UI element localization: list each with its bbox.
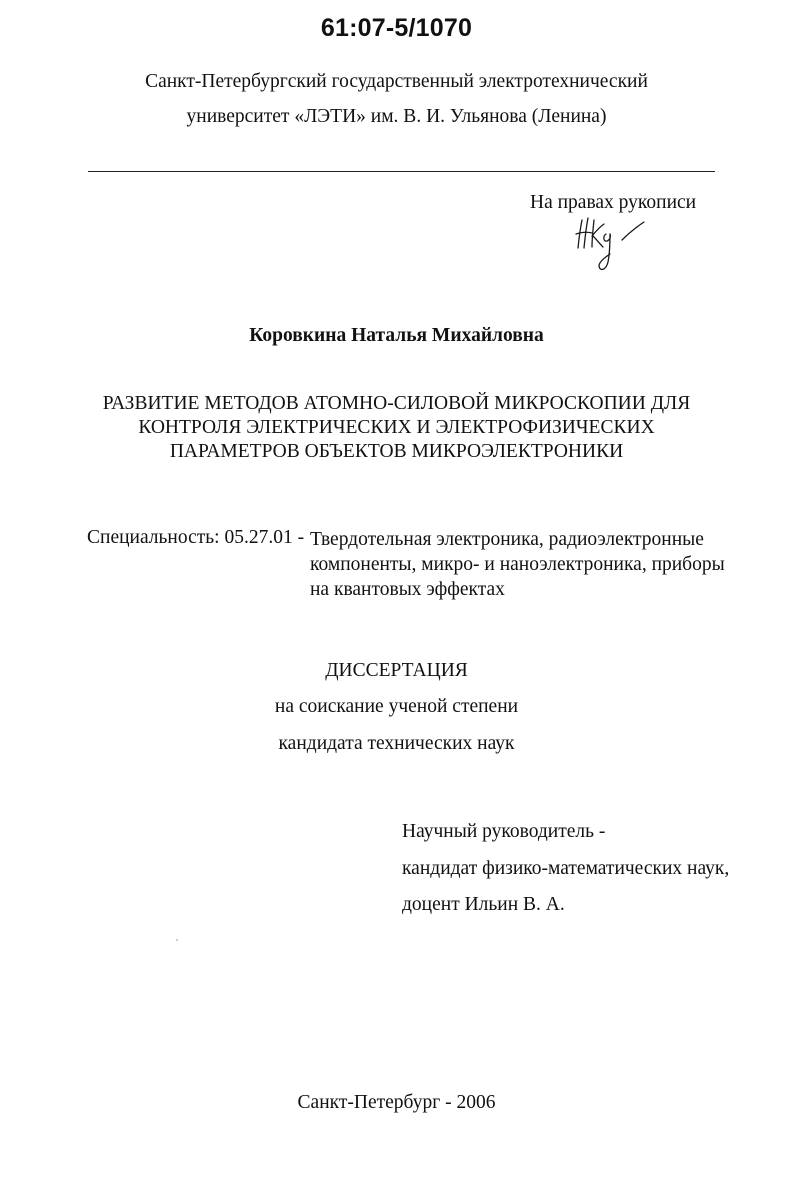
title-line-1: РАЗВИТИЕ МЕТОДОВ АТОМНО-СИЛОВОЙ МИКРОСКОПИИ ДЛЯ <box>102 393 691 414</box>
city-and-year: Санкт-Петербург - 2006 <box>297 1092 496 1113</box>
author-name: Коровкина Наталья Михайловна <box>249 325 544 346</box>
dissertation-title <box>0 392 793 464</box>
manuscript-note: На правах рукописи <box>530 192 697 213</box>
header-divider <box>88 171 715 172</box>
specialty-description <box>310 527 725 602</box>
degree-line-1: на соискание ученой степени <box>274 696 519 717</box>
supervisor-name: доцент Ильин В. А. <box>402 894 565 915</box>
specialty-line-2: компоненты, микро- и наноэлектроника, приборы <box>310 554 725 575</box>
specialty-label: Специальность: 05.27.01 - <box>87 527 305 548</box>
institution-line-1: Санкт-Петербургский государственный электротехнический <box>145 71 648 92</box>
scan-speck <box>176 939 178 941</box>
specialty-line-1: Твердотельная электроника, радиоэлектронные <box>310 529 704 550</box>
supervisor-degree: кандидат физико-математических наук, <box>402 858 730 879</box>
handwritten-signature <box>570 212 650 278</box>
institution-line-2: университет «ЛЭТИ» им. В. И. Ульянова (Ленина) <box>186 106 607 127</box>
title-line-3: ПАРАМЕТРОВ ОБЪЕКТОВ МИКРОЭЛЕКТРОНИКИ <box>169 441 624 462</box>
specialty-line-3: на квантовых эффектах <box>310 579 505 600</box>
degree-line-2: кандидата технических наук <box>278 733 515 754</box>
catalog-number: 61:07-5/1070 <box>320 14 473 42</box>
dissertation-heading: ДИССЕРТАЦИЯ <box>325 660 468 681</box>
supervisor-label: Научный руководитель - <box>402 821 606 842</box>
title-line-2: КОНТРОЛЯ ЭЛЕКТРИЧЕСКИХ И ЭЛЕКТРОФИЗИЧЕСКИХ <box>138 417 655 438</box>
